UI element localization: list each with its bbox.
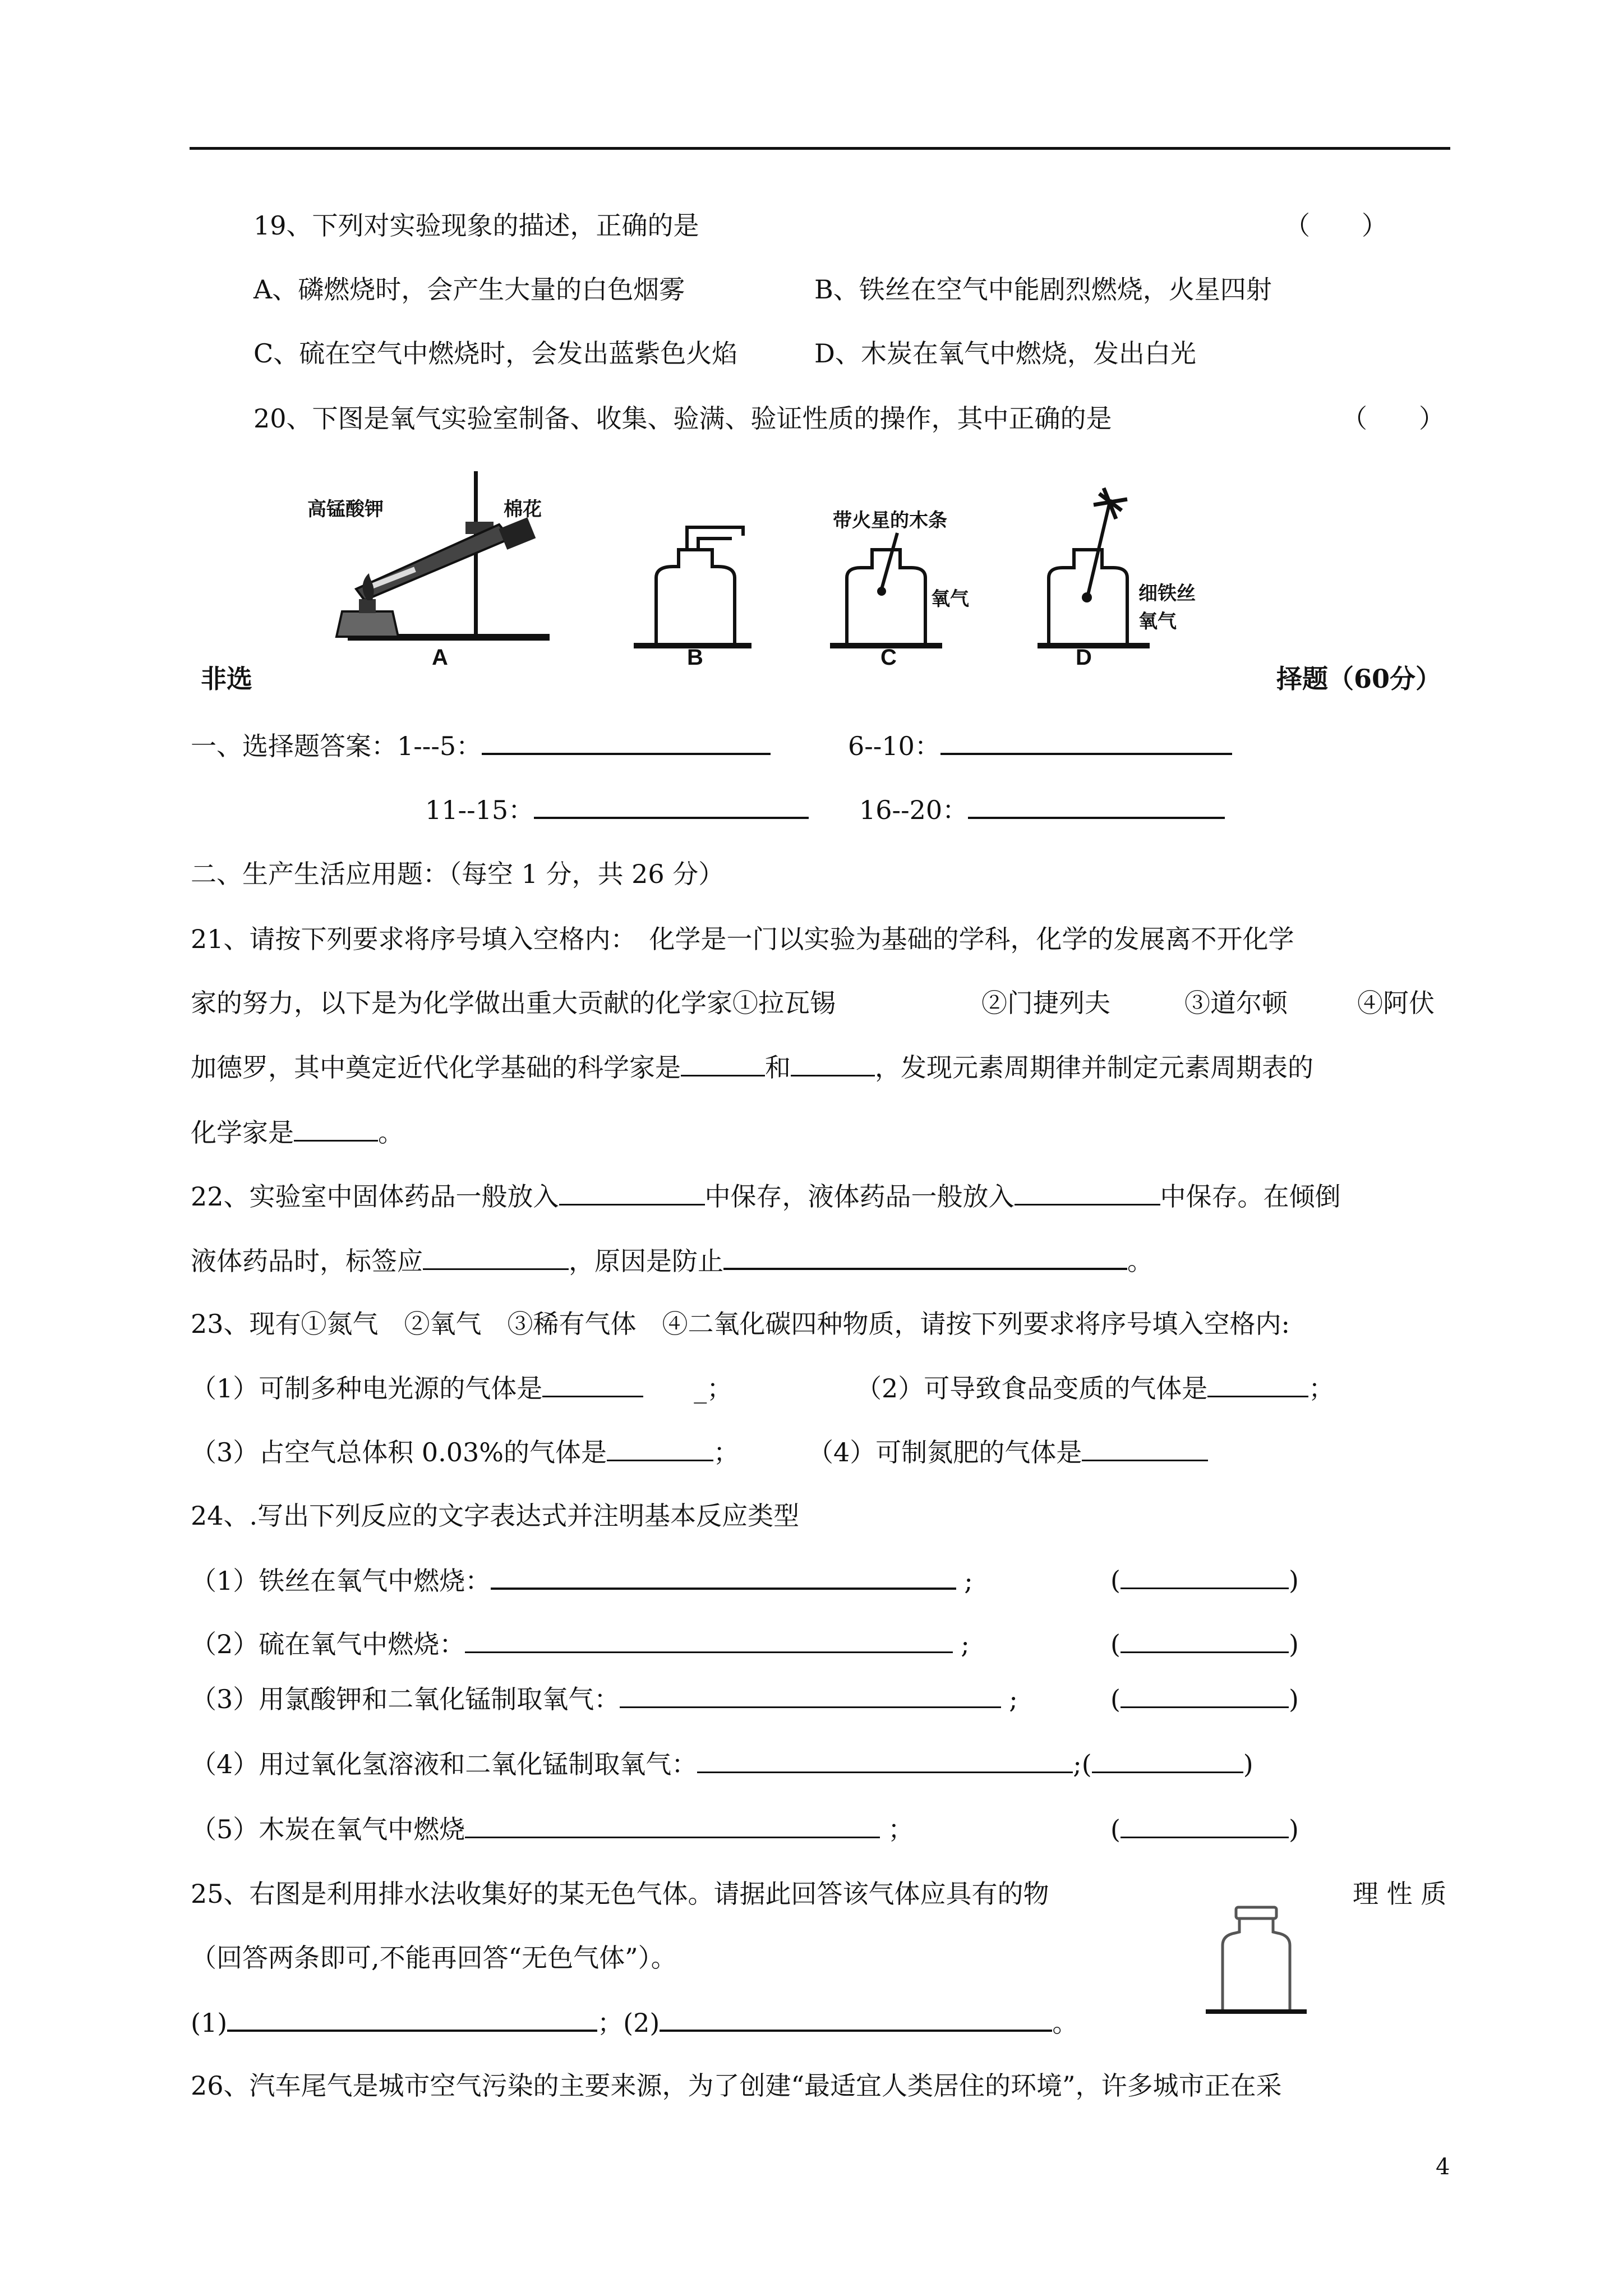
answers-label-1-5: 一、选择题答案：1---5： — [191, 731, 482, 761]
q24-type-blank-2[interactable] — [1121, 1627, 1289, 1653]
q22-line-1 — [191, 1179, 1341, 1213]
q22-line-2b: ，原因是防止 — [569, 1246, 723, 1276]
q25-line-1b: 理 性 质 — [1353, 1879, 1447, 1909]
q22-line-1c: 中保存。在倾倒 — [1160, 1181, 1341, 1212]
answers-row-2b — [859, 792, 1225, 827]
q24-type-blank-3[interactable] — [1121, 1682, 1289, 1708]
fig-a-letter: A — [432, 645, 448, 670]
header-rule — [190, 147, 1450, 150]
q22-line-2c: 。 — [1127, 1246, 1153, 1276]
q23-part-2 — [856, 1371, 1334, 1405]
q25-blank-1[interactable] — [227, 2005, 597, 2032]
section-heading-left: 非选 — [201, 664, 252, 694]
q24-type-4-lp: ( — [1081, 1749, 1092, 1779]
q24-semi-5: ； — [888, 1814, 914, 1844]
q21-line-4a: 化学家是 — [191, 1117, 294, 1148]
q21-line-3a: 加德罗，其中奠定近代化学基础的科学家是 — [191, 1052, 681, 1083]
q23-part-3 — [191, 1435, 739, 1469]
q22-blank-4[interactable] — [723, 1243, 1127, 1270]
q23-part-3-label: （3）占空气总体积 0.03%的气体是 — [191, 1437, 607, 1467]
q24-type-blank-4[interactable] — [1092, 1747, 1243, 1773]
q22-line-1b: 中保存，液体药品一般放入 — [704, 1181, 1015, 1212]
q23-part-4-label: （4）可制氮肥的气体是 — [808, 1437, 1082, 1467]
fig-b-letter: B — [687, 645, 703, 670]
q23-part-2-end: ； — [1308, 1373, 1335, 1404]
q24-blank-5[interactable] — [465, 1812, 880, 1838]
q23-stem: 23、现有①氮气 ②氧气 ③稀有气体 ④二氧化碳四种物质，请按下列要求将序号填入空格内: — [191, 1309, 1290, 1339]
q24-semi-3: ; — [1009, 1684, 1018, 1714]
q25-part-1-label: (1) — [191, 2008, 228, 2038]
answer-blank-11-15[interactable] — [534, 792, 809, 819]
q24-type-1 — [1110, 1563, 1299, 1597]
q24-blank-1[interactable] — [491, 1563, 956, 1590]
q24-type-5-rp: ) — [1288, 1814, 1299, 1844]
q23-blank-3[interactable] — [607, 1435, 713, 1461]
figure-d-iron-wire-burning — [1038, 488, 1150, 651]
q21-line-2c: ③道尔顿 — [1184, 988, 1288, 1018]
q24-item-1-label: （1）铁丝在氧气中燃烧： — [191, 1566, 491, 1596]
q24-item-4-label: （4）用过氧化氢溶液和二氧化锰制取氧气： — [191, 1749, 698, 1779]
q19-option-a: A、磷燃烧时，会产生大量的白色烟雾 — [253, 274, 685, 305]
q21-blank-1[interactable] — [681, 1050, 765, 1076]
q23-part-1-end: _； — [694, 1373, 733, 1404]
q22-blank-2[interactable] — [1015, 1179, 1160, 1205]
q21-line-2d: ④阿伏 — [1357, 988, 1435, 1018]
q23-part-2-label: （2）可导致食品变质的气体是 — [856, 1373, 1208, 1404]
q21-line-4 — [191, 1115, 404, 1149]
q24-stem: 24、.写出下列反应的文字表达式并注明基本反应类型 — [191, 1501, 800, 1531]
q24-blank-4[interactable] — [697, 1747, 1073, 1773]
answers-row-1b — [848, 728, 1232, 763]
q23-part-4 — [808, 1435, 1208, 1469]
page-number: 4 — [1436, 2154, 1450, 2180]
q24-type-3-lp: ( — [1110, 1684, 1121, 1714]
answer-blank-16-20[interactable] — [968, 792, 1225, 819]
q24-type-5-lp: ( — [1110, 1814, 1121, 1844]
q24-item-4 — [191, 1747, 1253, 1781]
q24-item-5-label: （5）木炭在氧气中燃烧 — [191, 1814, 465, 1844]
q23-blank-2[interactable] — [1207, 1371, 1308, 1397]
answer-blank-1-5[interactable] — [482, 728, 771, 755]
q19-option-d: D、木炭在氧气中燃烧，发出白光 — [814, 338, 1196, 369]
q24-type-4-rp: ) — [1243, 1749, 1253, 1779]
q21-line-2b: ②门捷列夫 — [981, 988, 1110, 1018]
q24-item-3 — [191, 1682, 1018, 1716]
q24-type-2-rp: ) — [1288, 1629, 1299, 1659]
q21-line-2a: 家的努力，以下是为化学做出重大贡献的化学家①拉瓦锡 — [191, 988, 836, 1018]
q22-line-2 — [191, 1243, 1153, 1278]
q21-blank-3[interactable] — [294, 1115, 378, 1142]
q21-blank-2[interactable] — [791, 1050, 875, 1076]
section2-title: 二、生产生活应用题：（每空 1 分，共 26 分） — [191, 859, 725, 889]
q24-type-2-lp: ( — [1110, 1629, 1121, 1659]
section-heading-right: 择题（60分） — [1276, 664, 1442, 694]
q24-semi-1: ; — [964, 1566, 973, 1596]
q20-stem: 20、下图是氧气实验室制备、收集、验满、验证性质的操作，其中正确的是 — [253, 403, 1112, 434]
fig-c-label-splint: 带火星的木条 — [833, 509, 947, 532]
q26-line-1: 26、汽车尾气是城市空气污染的主要来源，为了创建“最适宜人类居住的环境”，许多城市正在采 — [191, 2070, 1282, 2101]
q21-line-4b: 。 — [378, 1117, 404, 1148]
fig-d-label-wire: 细铁丝 — [1138, 582, 1196, 605]
q25-answers — [191, 2005, 1078, 2040]
q24-type-3-rp: ) — [1288, 1684, 1299, 1714]
q24-type-blank-1[interactable] — [1121, 1563, 1289, 1589]
fig-d-letter: D — [1076, 645, 1092, 670]
q22-line-1a: 22、实验室中固体药品一般放入 — [191, 1181, 559, 1212]
q21-line-3c: ，发现元素周期律并制定元素周期表的 — [875, 1052, 1313, 1083]
q19-answer-paren: （ ） — [1284, 210, 1387, 241]
q23-part-1 — [191, 1371, 732, 1405]
q21-line-3b: 和 — [765, 1052, 791, 1083]
fig-d-label-oxygen: 氧气 — [1138, 610, 1177, 633]
fig-a-label-kmno4: 高锰酸钾 — [307, 498, 384, 521]
q25-blank-2[interactable] — [660, 2005, 1052, 2032]
q24-type-1-rp: ) — [1288, 1565, 1299, 1595]
q24-type-1-lp: ( — [1110, 1565, 1121, 1595]
q24-item-3-label: （3）用氯酸钾和二氧化锰制取氧气： — [191, 1684, 620, 1714]
q24-type-3 — [1110, 1682, 1299, 1716]
figure-c-splint-test — [830, 533, 942, 651]
q24-type-2 — [1110, 1627, 1299, 1661]
q25-separator: ；(2) — [597, 2008, 660, 2038]
q24-item-2 — [191, 1627, 970, 1661]
q19-stem: 19、下列对实验现象的描述，正确的是 — [253, 210, 699, 241]
q24-item-5 — [191, 1812, 914, 1846]
answers-label-11-15: 11--15： — [425, 795, 534, 825]
fig-c-label-oxygen: 氧气 — [931, 588, 969, 610]
q24-semi-4: ; — [1073, 1749, 1082, 1779]
q24-type-5 — [1110, 1812, 1299, 1846]
answers-row-2 — [425, 792, 809, 827]
gas-jar-icon — [1206, 1899, 1307, 2017]
q19-option-c: C、硫在空气中燃烧时，会发出蓝紫色火焰 — [253, 338, 738, 369]
q23-part-3-end: ； — [713, 1437, 740, 1467]
answers-label-16-20: 16--20： — [859, 795, 969, 825]
q25-line-2: （回答两条即可,不能再回答“无色气体”）。 — [191, 1943, 677, 1973]
q25-end: 。 — [1052, 2008, 1078, 2038]
q24-semi-2: ; — [961, 1629, 970, 1659]
q24-blank-2[interactable] — [465, 1627, 953, 1653]
q22-blank-1[interactable] — [559, 1179, 705, 1205]
q20-answer-paren: （ ） — [1341, 403, 1445, 434]
answers-row-1 — [191, 728, 771, 763]
q23-blank-4[interactable] — [1082, 1435, 1208, 1461]
q24-type-blank-5[interactable] — [1121, 1812, 1289, 1838]
q22-blank-3[interactable] — [423, 1244, 569, 1270]
fig-c-letter: C — [880, 645, 897, 670]
q24-blank-3[interactable] — [620, 1682, 1001, 1708]
q22-line-2a: 液体药品时，标签应 — [191, 1246, 423, 1276]
answer-blank-6-10[interactable] — [940, 728, 1232, 755]
q24-item-1 — [191, 1563, 973, 1598]
q25-line-1a: 25、右图是利用排水法收集好的某无色气体。请据此回答该气体应具有的物 — [191, 1879, 1049, 1909]
q21-line-3 — [191, 1050, 1313, 1084]
q21-line-1: 21、请按下列要求将序号填入空格内： 化学是一门以实验为基础的学科，化学的发展离不开化学 — [191, 924, 1294, 954]
q19-option-b: B、铁丝在空气中能剧烈燃烧，火星四射 — [814, 274, 1272, 305]
answers-label-6-10: 6--10： — [848, 731, 940, 761]
q24-item-2-label: （2）硫在氧气中燃烧： — [191, 1629, 465, 1659]
q23-part-1-label: （1）可制多种电光源的气体是 — [191, 1373, 543, 1404]
figure-b-collection-bottle — [634, 527, 757, 651]
fig-a-label-cotton: 棉花 — [504, 498, 542, 521]
q23-blank-1[interactable] — [542, 1371, 643, 1397]
